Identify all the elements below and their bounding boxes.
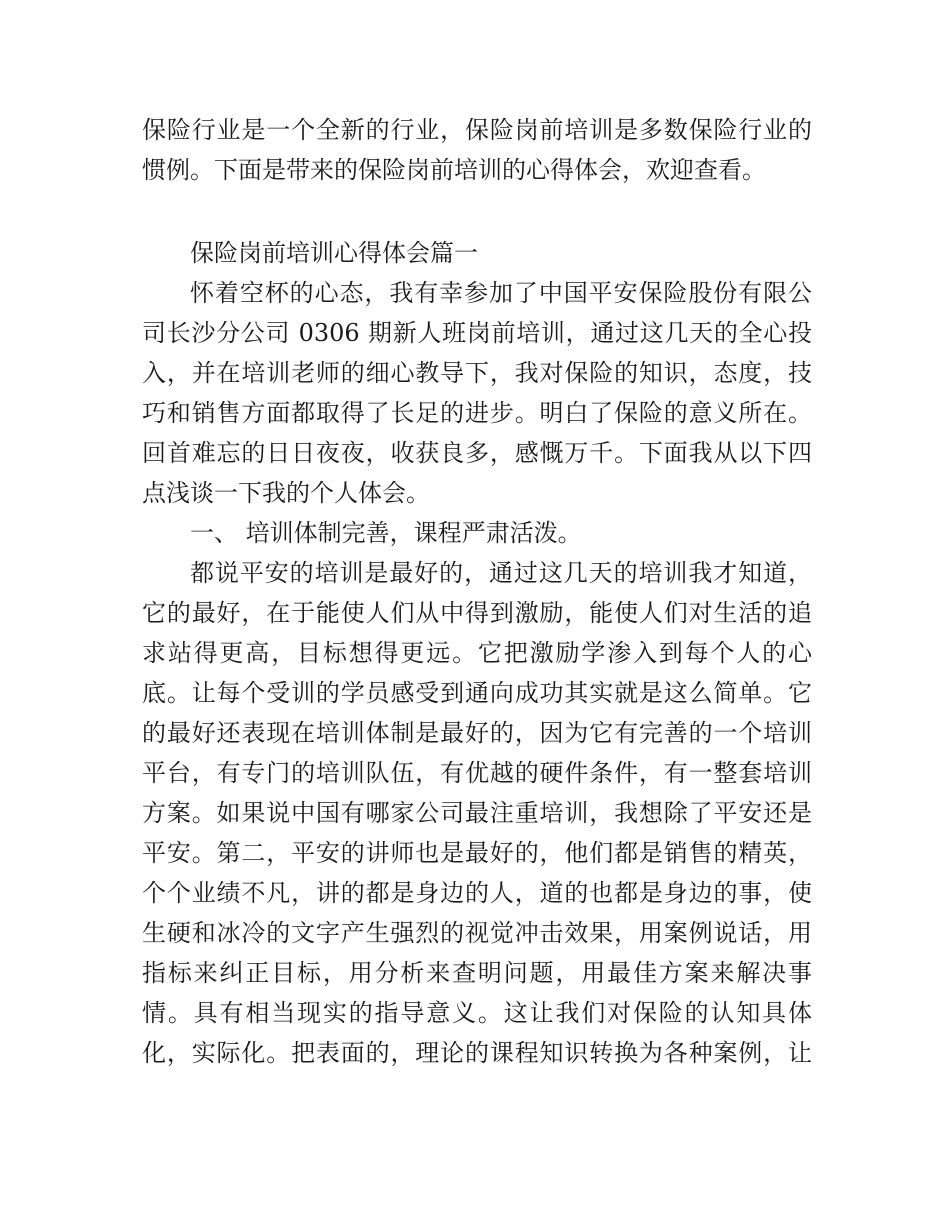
text-line: 情。具有相当现实的指导意义。这让我们对保险的认知具体 bbox=[142, 999, 812, 1027]
text-line: 方案。如果说中国有哪家公司最注重培训，我想除了平安还是 bbox=[142, 799, 812, 827]
paragraph-2 bbox=[142, 553, 812, 1073]
text-line: 怀着空杯的心态，我有幸参加了中国平安保险股份有限公 bbox=[190, 279, 812, 307]
text-line: 惯例。下面是带来的保险岗前培训的心得体会，欢迎查看。 bbox=[142, 156, 766, 184]
text-line: 底。让每个受训的学员感受到通向成功其实就是这么简单。它 bbox=[142, 679, 812, 707]
section-title-text: 保险岗前培训心得体会篇一 bbox=[190, 239, 478, 267]
text-line: 化，实际化。把表面的，理论的课程知识转换为各种案例，让 bbox=[142, 1039, 812, 1067]
text-line: 巧和销售方面都取得了长足的进步。明白了保险的意义所在。 bbox=[142, 399, 812, 427]
text-line: 平台，有专门的培训队伍，有优越的硬件条件，有一整套培训 bbox=[142, 759, 812, 787]
point-1-heading bbox=[142, 513, 812, 553]
text-line: 保险行业是一个全新的行业，保险岗前培训是多数保险行业的 bbox=[142, 116, 812, 144]
text-line: 它的最好，在于能使人们从中得到激励，能使人们对生活的追 bbox=[142, 599, 812, 627]
text-line: 的最好还表现在培训体制是最好的，因为它有完善的一个培训 bbox=[142, 719, 812, 747]
text-line: 生硬和冰冷的文字产生强烈的视觉冲击效果，用案例说话，用 bbox=[142, 919, 812, 947]
document-page bbox=[142, 110, 812, 1073]
text-line: 入，并在培训老师的细心教导下，我对保险的知识，态度，技 bbox=[142, 359, 812, 387]
point-heading-text: 一、 培训体制完善，课程严肃活泼。 bbox=[190, 519, 582, 547]
text-line: 求站得更高，目标想得更远。它把激励学渗入到每个人的心 bbox=[142, 639, 812, 667]
text-line: 回首难忘的日日夜夜，收获良多，感慨万千。下面我从以下四 bbox=[142, 439, 812, 467]
paragraph-spacer bbox=[142, 190, 812, 233]
text-line: 指标来纠正目标，用分析来查明问题，用最佳方案来解决事 bbox=[142, 959, 812, 987]
text-line: 点浅谈一下我的个人体会。 bbox=[142, 479, 430, 507]
text-line: 司长沙分公司 0306 期新人班岗前培训，通过这几天的全心投 bbox=[142, 319, 812, 347]
paragraph-1 bbox=[142, 273, 812, 513]
text-line: 平安。第二，平安的讲师也是最好的，他们都是销售的精英， bbox=[142, 839, 812, 867]
section-title bbox=[142, 233, 812, 273]
text-line: 个个业绩不凡，讲的都是身边的人，道的也都是身边的事，使 bbox=[142, 879, 812, 907]
text-line: 都说平安的培训是最好的，通过这几天的培训我才知道， bbox=[190, 559, 812, 587]
intro-paragraph bbox=[142, 110, 812, 190]
